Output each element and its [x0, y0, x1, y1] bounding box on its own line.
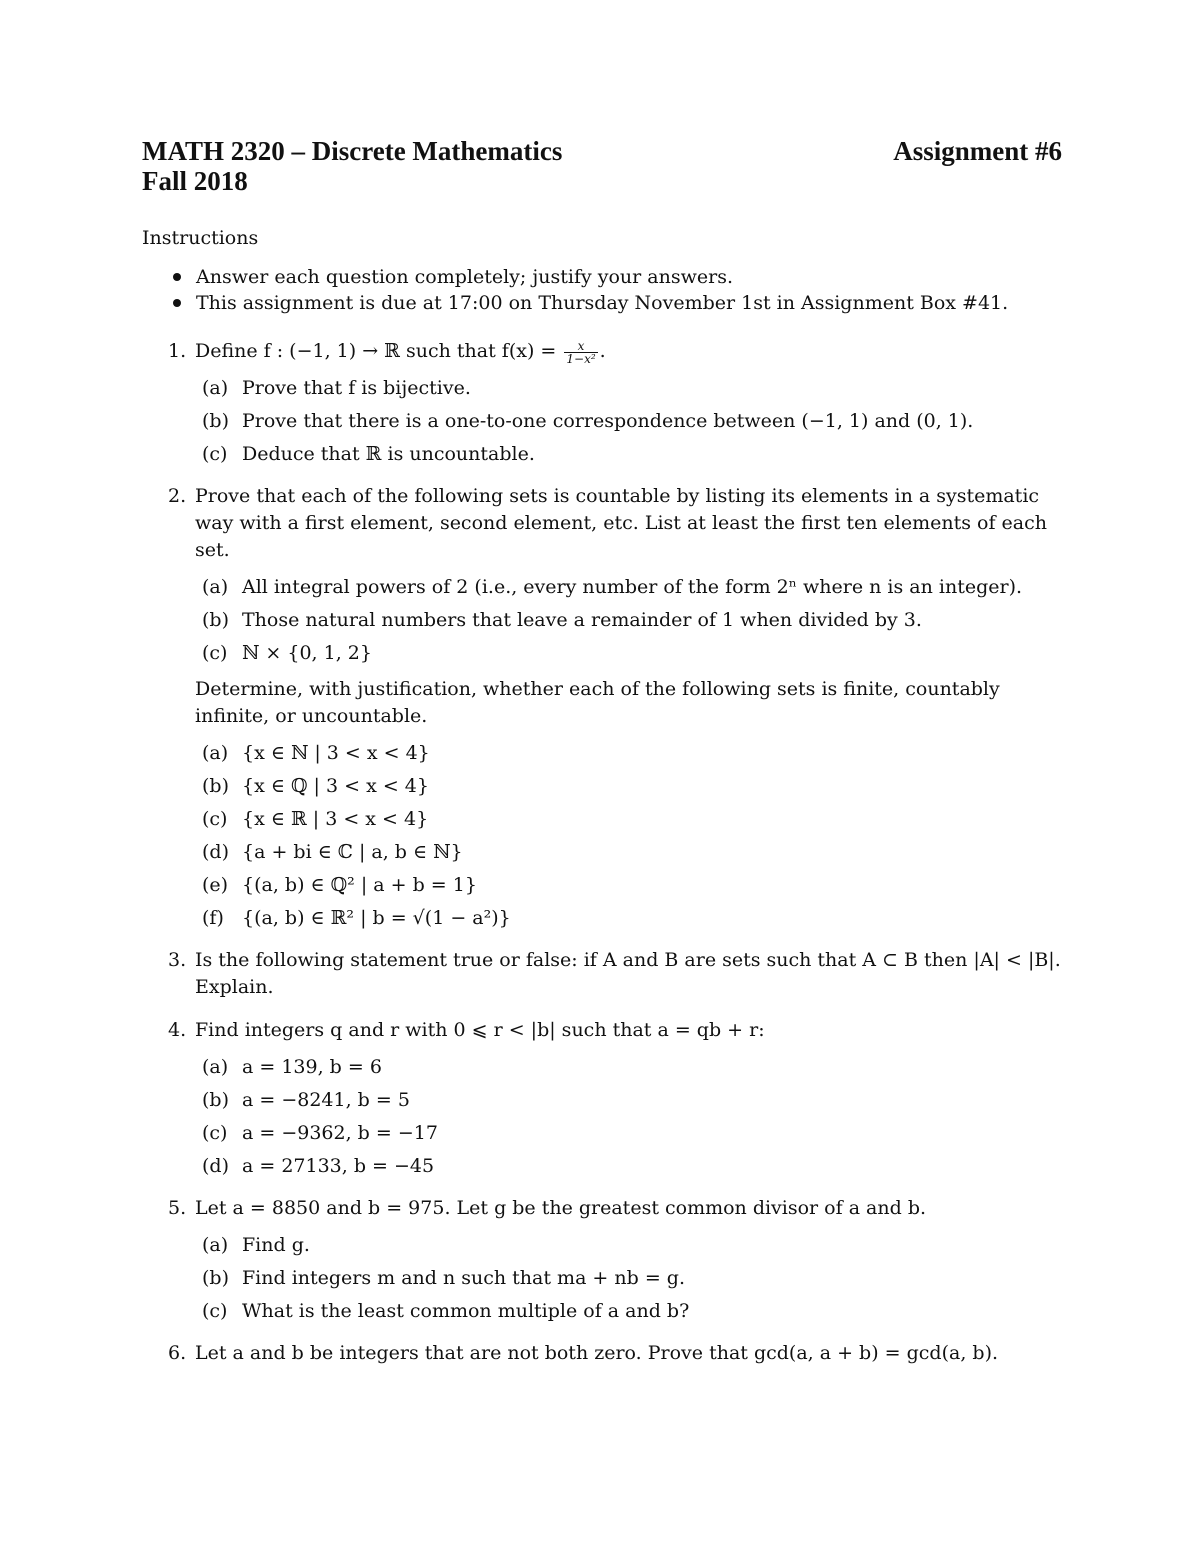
subparts — [195, 375, 1062, 467]
question-number: 5. — [168, 1197, 187, 1219]
question-number: 6. — [168, 1342, 187, 1364]
question-number: 1. — [168, 340, 187, 362]
subpart: (d) {a + bi ∈ ℂ | a, b ∈ ℕ} — [202, 841, 463, 863]
subpart: (c) {x ∈ ℝ | 3 < x < 4} — [202, 808, 429, 830]
course-title: MATH 2320 – Discrete Mathematics — [142, 136, 563, 166]
assignment-page — [142, 136, 1062, 1367]
subpart: (d) a = 27133, b = −45 — [202, 1155, 435, 1177]
assignment-number: Assignment #6 — [893, 136, 1062, 166]
question-1 — [142, 338, 1062, 467]
question-5 — [142, 1195, 1062, 1324]
bullet-icon — [173, 299, 181, 307]
question-number: 3. — [168, 949, 187, 971]
question-text-2: Determine, with justification, whether each of the following sets is finite, countably infinite, or uncountable. — [195, 678, 1000, 727]
subpart: (c) Deduce that ℝ is uncountable. — [202, 443, 535, 465]
question-text: Let a = 8850 and b = 975. Let g be the greatest common divisor of a and b. — [195, 1197, 927, 1219]
subpart: (b) Find integers m and n such that ma + nb = g. — [202, 1267, 685, 1289]
bullet-icon — [173, 273, 181, 281]
question-text: Find integers q and r with 0 ⩽ r < |b| such that a = qb + r: — [195, 1019, 765, 1041]
subparts — [195, 740, 1062, 931]
question-number: 4. — [168, 1019, 187, 1041]
subpart: (e) {(a, b) ∈ ℚ² | a + b = 1} — [202, 874, 477, 896]
subpart: (a) Prove that f is bijective. — [202, 377, 471, 399]
instructions-list — [142, 264, 1062, 316]
question-text: Prove that each of the following sets is countable by listing its elements in a systematic way with a first element, second element, etc. List at least the first ten elements of each set. — [195, 485, 1047, 561]
subpart: (b) Those natural numbers that leave a remainder of 1 when divided by 3. — [202, 609, 922, 631]
question-6 — [142, 1340, 1062, 1367]
header-row — [142, 136, 1062, 166]
subpart: (b) a = −8241, b = 5 — [202, 1089, 410, 1111]
subpart: (a) Find g. — [202, 1234, 310, 1256]
subpart: (a) a = 139, b = 6 — [202, 1056, 382, 1078]
subpart: (c) a = −9362, b = −17 — [202, 1122, 438, 1144]
question-text: Is the following statement true or false: if A and B are sets such that A ⊂ B then |A| < |B|. Explain. — [195, 949, 1061, 998]
subparts — [195, 1054, 1062, 1179]
subpart: (c) What is the least common multiple of a and b? — [202, 1300, 690, 1322]
subpart: (a) All integral powers of 2 (i.e., every number of the form 2ⁿ where n is an integer). — [202, 576, 1023, 598]
subpart: (f) {(a, b) ∈ ℝ² | b = √(1 − a²)} — [202, 907, 511, 929]
subpart: (a) {x ∈ ℕ | 3 < x < 4} — [202, 742, 430, 764]
fraction: $\frac{x}{\text{1−x²}}$ — [566, 338, 596, 366]
instructions-heading: Instructions — [142, 227, 259, 249]
subpart: (b) Prove that there is a one-to-one correspondence between (−1, 1) and (0, 1). — [202, 410, 974, 432]
subpart: (c) ℕ × {0, 1, 2} — [202, 642, 372, 664]
term: Fall 2018 — [142, 166, 248, 196]
question-number: 2. — [168, 485, 187, 507]
instruction-item: This assignment is due at 17:00 on Thursday November 1st in Assignment Box #41. — [142, 290, 1062, 316]
question-3 — [142, 947, 1062, 1001]
subpart: (b) {x ∈ ℚ | 3 < x < 4} — [202, 775, 429, 797]
question-text: Let a and b be integers that are not both zero. Prove that gcd(a, a + b) = gcd(a, b). — [195, 1342, 999, 1364]
question-2 — [142, 483, 1062, 931]
question-4 — [142, 1017, 1062, 1179]
subparts — [195, 1232, 1062, 1324]
question-text: Define f : (−1, 1) → ℝ such that f(x) = $\frac{x}{\text{1−x²}}$ . — [195, 338, 606, 366]
instruction-item: Answer each question completely; justify your answers. — [142, 264, 1062, 290]
subparts — [195, 574, 1062, 666]
